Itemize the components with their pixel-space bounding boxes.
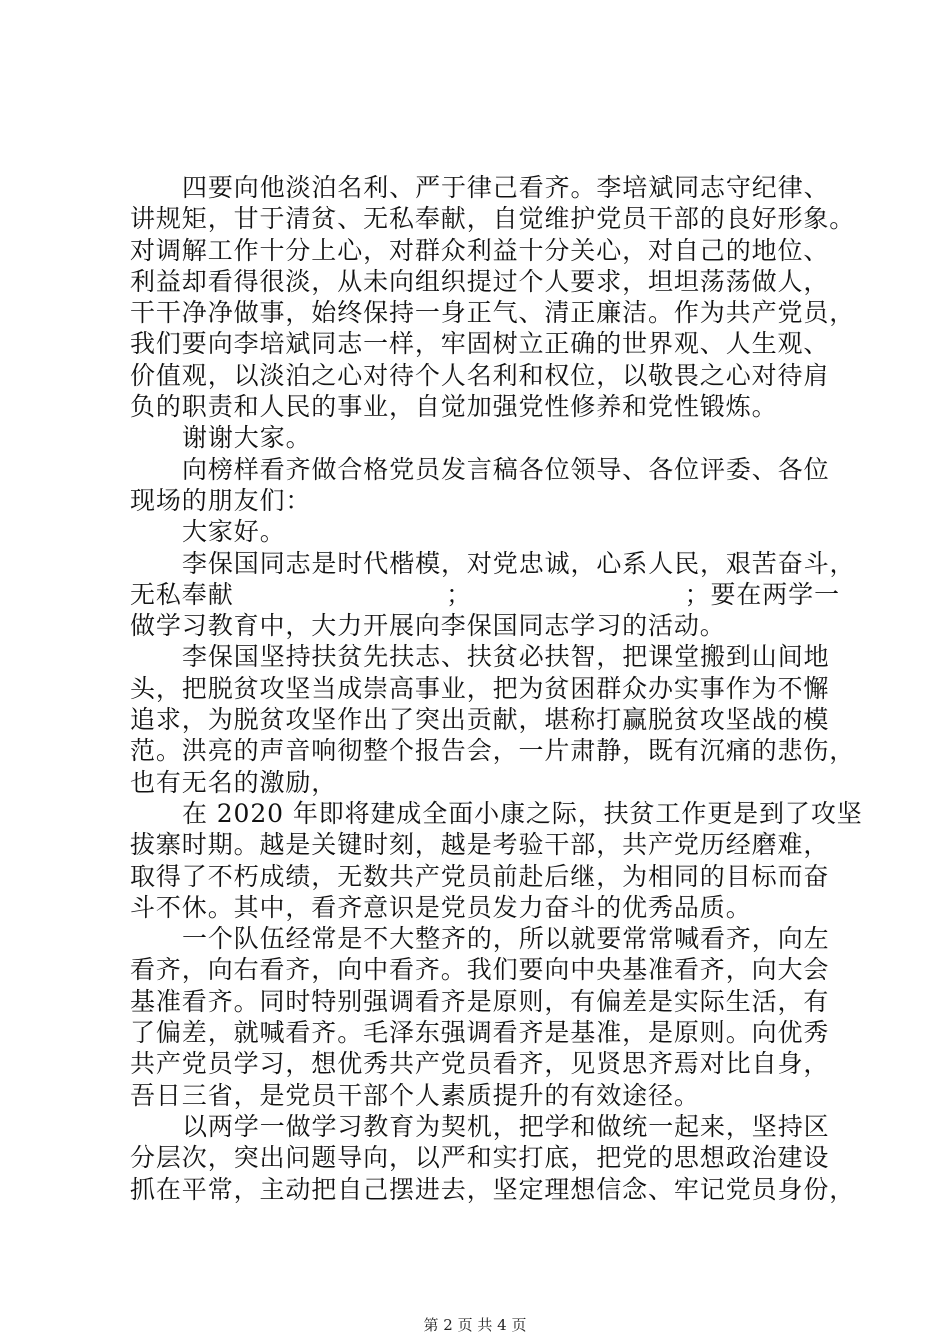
document-body bbox=[130, 172, 863, 1205]
text-line: 讲规矩，甘于清贫、无私奉献，自觉维护党员干部的良好形象。 bbox=[130, 204, 856, 234]
text-line: 了偏差，就喊看齐。毛泽东强调看齐是基准，是原则。向优秀 bbox=[130, 1018, 830, 1048]
text-line: 负的职责和人民的事业，自觉加强党性修养和党性锻炼。 bbox=[130, 392, 778, 422]
text-line: 以两学一做学习教育为契机，把学和做统一起来，坚持区 bbox=[182, 1111, 830, 1141]
text-line: 做学习教育中，大力开展向李保国同志学习的活动。 bbox=[130, 611, 726, 641]
text-line: 李保国同志是时代楷模，对党忠诚，心系人民，艰苦奋斗， bbox=[182, 548, 856, 578]
text-line: 利益却看得很淡，从未向组织提过个人要求，坦坦荡荡做人， bbox=[130, 266, 830, 296]
text-line: 我们要向李培斌同志一样，牢固树立正确的世界观、人生观、 bbox=[130, 329, 830, 359]
text-line: 谢谢大家。 bbox=[182, 423, 312, 453]
text-segment: ； bbox=[446, 579, 473, 609]
text-line: 在 2020 年即将建成全面小康之际，扶贫工作更是到了攻坚 bbox=[182, 798, 863, 828]
text-line: 李保国坚持扶贫先扶志、扶贫必扶智，把课堂搬到山间地 bbox=[182, 642, 830, 672]
text-line: 范。洪亮的声音响彻整个报告会，一片肃静，既有沉痛的悲伤， bbox=[130, 736, 856, 766]
text-line: 一个队伍经常是不大整齐的，所以就要常常喊看齐，向左 bbox=[182, 924, 830, 954]
text-line: 基准看齐。同时特别强调看齐是原则，有偏差是实际生活，有 bbox=[130, 986, 830, 1016]
text-line: 取得了不朽成绩，无数共产党员前赴后继，为相同的目标而奋 bbox=[130, 861, 830, 891]
text-line: 看齐，向右看齐，向中看齐。我们要向中央基准看齐，向大会 bbox=[130, 955, 830, 985]
text-line: 斗不休。其中，看齐意识是党员发力奋斗的优秀品质。 bbox=[130, 892, 752, 922]
text-line: 共产党员学习，想优秀共产党员看齐，见贤思齐焉对比自身， bbox=[130, 1049, 830, 1079]
text-line: 头，把脱贫攻坚当成崇高事业，把为贫困群众办实事作为不懈 bbox=[130, 673, 830, 703]
text-line: 吾日三省，是党员干部个人素质提升的有效途径。 bbox=[130, 1080, 700, 1110]
text-line: 分层次，突出问题导向，以严和实打底，把党的思想政治建设 bbox=[130, 1143, 830, 1173]
text-line: 干干净净做事，始终保持一身正气、清正廉洁。作为共产党员， bbox=[130, 298, 856, 328]
text-line: 拔寨时期。越是关键时刻，越是考验干部，共产党历经磨难， bbox=[130, 830, 830, 860]
text-segment: 无私奉献 bbox=[130, 579, 234, 609]
text-segment: ；要在两学一 bbox=[684, 579, 840, 609]
text-line: 也有无名的激励， bbox=[130, 767, 338, 797]
text-line: 抓在平常，主动把自己摆进去，坚定理想信念、牢记党员身份， bbox=[130, 1174, 856, 1204]
text-line bbox=[130, 579, 840, 610]
text-line: 对调解工作十分上心，对群众利益十分关心，对自己的地位、 bbox=[130, 235, 830, 265]
text-line: 向榜样看齐做合格党员发言稿各位领导、各位评委、各位 bbox=[182, 454, 830, 484]
text-line: 四要向他淡泊名利、严于律己看齐。李培斌同志守纪律、 bbox=[182, 173, 830, 202]
page-footer: 第 2 页 共 4 页 bbox=[423, 1316, 527, 1334]
text-line: 现场的朋友们： bbox=[130, 485, 312, 515]
text-line: 大家好。 bbox=[182, 517, 286, 547]
text-line: 价值观，以淡泊之心对待个人名利和权位，以敬畏之心对待肩 bbox=[130, 360, 830, 390]
text-line: 追求，为脱贫攻坚作出了突出贡献，堪称打赢脱贫攻坚战的模 bbox=[130, 705, 830, 735]
